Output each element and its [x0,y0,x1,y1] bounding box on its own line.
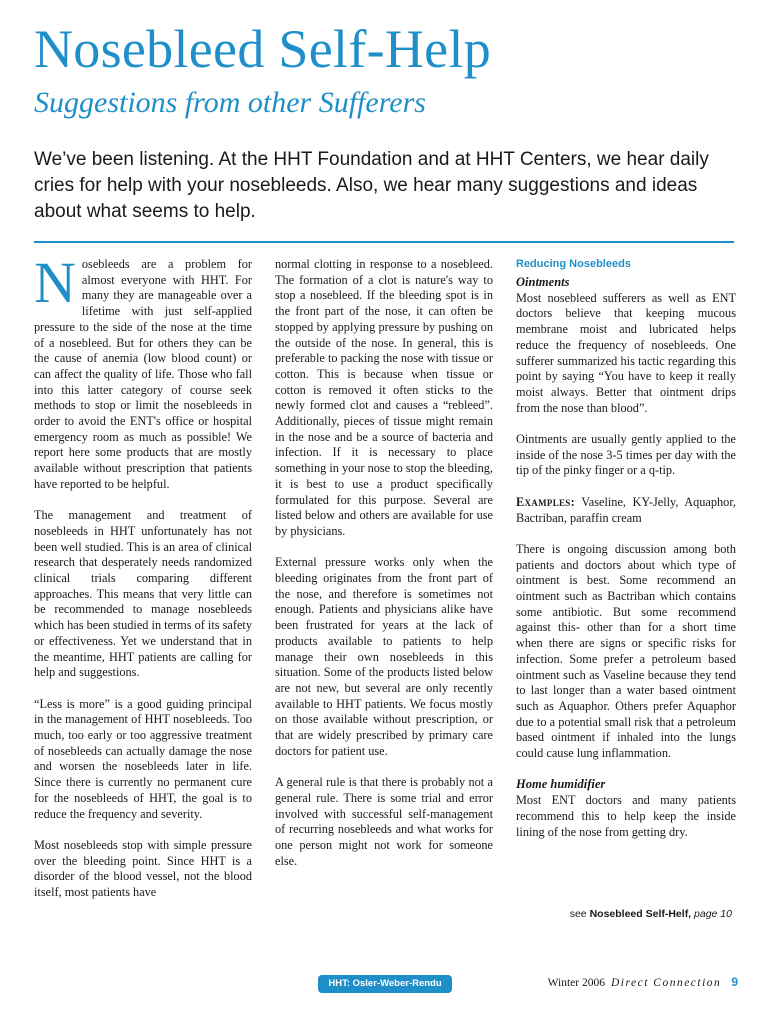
column-3-paragraph-3: There is ongoing discussion among both patients and doctors about which type of ointment is best. Some recommend an ointment such as Bactriban which contains some antibiotic. But some recommend against this- other than for a short time when there are signs or specific risks for infection. Some prefer a petroleum based ointment such as Vaseline because they tend to last longer than a water based ointment such as Aquaphor. Others prefer Aquaphor due to a potential small risk that a petroleum based ointment if inhaled into the lungs could cause lung inflammation. [516,541,736,761]
examples-label: Examples: [516,494,575,509]
column-2 [275,257,493,885]
column-1-paragraph-4: Most nosebleeds stop with simple pressure over the bleeding point. Since HHT is a disorder of the blood vessel, not the blood itself, most patients have [34,837,252,900]
column-1-paragraph-1-text: osebleeds are a problem for almost everyone with HHT. For many they are manageable over a lifetime with just self-applied pressure to the side of the nose at the time of a nosebleed. But for others they can be the cause of anemia (low blood count) or can affect the quality of life. Those who fall into this latter category of course seek methods to stop or limit the nosebleeds in order to avoid the ENT's office or hospital emergency room as much as possible! We report here some products that are mostly available without prescription that patients have reported to be helpful. [34,257,252,491]
footer-info [548,975,738,989]
column-2-paragraph-1: normal clotting in response to a nosebleed. The formation of a clot is nature's way to stop a nosebleed. If the bleeding spot is in the front part of the nose, it can often be stopped by applying pressure by pushing on the outside of the nose. In general, this is preferable to packing the nose with tissue or cotton. This is because when tissue or cotton is removed it often sticks to the newly formed clot and causes a “rebleed”. Additionally, pieces of tissue might remain in the nose and be a source of bacteria and infection. If it is necessary to place something in your nose to stop the bleeding, it is best to use a product specifically formulated for this purpose. Several are listed below and others are available for use by physicians. [275,257,493,538]
footer-badge: HHT: Osler-Weber-Rendu [318,975,452,993]
subheading-ointments: Ointments [516,275,570,289]
column-1-paragraph-3: “Less is more” is a good guiding principal in the management of HHT nosebleeds. Too much, too early or too aggressive treatment of nosebleeds can actually damage the nose and worsen the nosebleeds later in life. Since there is currently no permanent cure for the nosebleeds of HHT, the goal is to reduce the frequency and severity. [34,696,252,821]
footer-issue: Winter 2006 [547,977,605,989]
column-1 [34,250,252,916]
page-subtitle: Suggestions from other Sufferers [34,86,426,119]
continuation-target: Nosebleed Self-Helf, [589,908,692,920]
column-1-paragraph-1 [34,250,252,493]
examples-paragraph [516,495,736,526]
drop-cap: N [34,250,76,315]
column-3-paragraph-2: Ointments are usually gently applied to the inside of the nose 3-5 times per day with the tip of the pinky finger or a q-tip. [516,432,736,478]
intro-paragraph: We’ve been listening. At the HHT Foundation and at HHT Centers, we hear daily cries for help with your nosebleeds. Also, we hear many suggestions and ideas about what seems to help. [34,149,709,222]
column-1-paragraph-2: The management and treatment of nosebleeds in HHT unfortunately has not been well studied. This is an area of clinical research that desperately needs randomized clinical trials comparing different approaches. This means that very little can be recommended to manage nosebleeds which has been studied in terms of its safety or effectiveness. Yet we understand that in the meantime, HHT patients are calling for help and suggestions. [34,508,252,680]
continuation-prefix: see [569,908,587,920]
column-3-paragraph-4: Most ENT doctors and many patients recommend this to help keep the inside lining of the nose from getting dry. [516,793,736,839]
page-number: 9 [731,975,738,989]
section-heading: Reducing Nosebleeds [516,258,631,270]
column-3 [516,257,736,856]
column-2-paragraph-3: A general rule is that there is probably not a general rule. There is some trial and error involved with successful self-management of recurring nosebleeds and what works for one person might not work for someone else. [275,775,493,868]
continuation-note [570,908,732,920]
examples-text: Vaseline, KY-Jelly, Aquaphor, Bactriban, paraffin cream [516,494,736,525]
subheading-home-humidifier: Home humidifier [516,777,606,792]
page-title: Nosebleed Self-Help [34,19,492,79]
column-3-paragraph-1: Most nosebleed sufferers as well as ENT doctors believe that keeping mucous membrane moist and lubricated helps reduce the frequency of nosebleeds. One sufferer summarized his tactic regarding this point by saying “You have to keep it really moist always. Better that ointment drips from the nose than blood”. [516,290,736,415]
column-2-paragraph-2: External pressure works only when the bleeding originates from the front part of the nose, and therefore is sometimes not enough. Patients and physicians alike have been frustrated for years at the lack of products available to patients to help manage their own nosebleeds in this situation. Some of the products listed below are not new, but several are only recently available to HHT patients. We focus mostly on those available without prescription, or that are widely prescribed by primary care doctors for patient use. [275,555,493,758]
continuation-page: page 10 [694,908,732,920]
header-divider [34,241,734,243]
footer-publication: Direct Connection [610,977,722,989]
